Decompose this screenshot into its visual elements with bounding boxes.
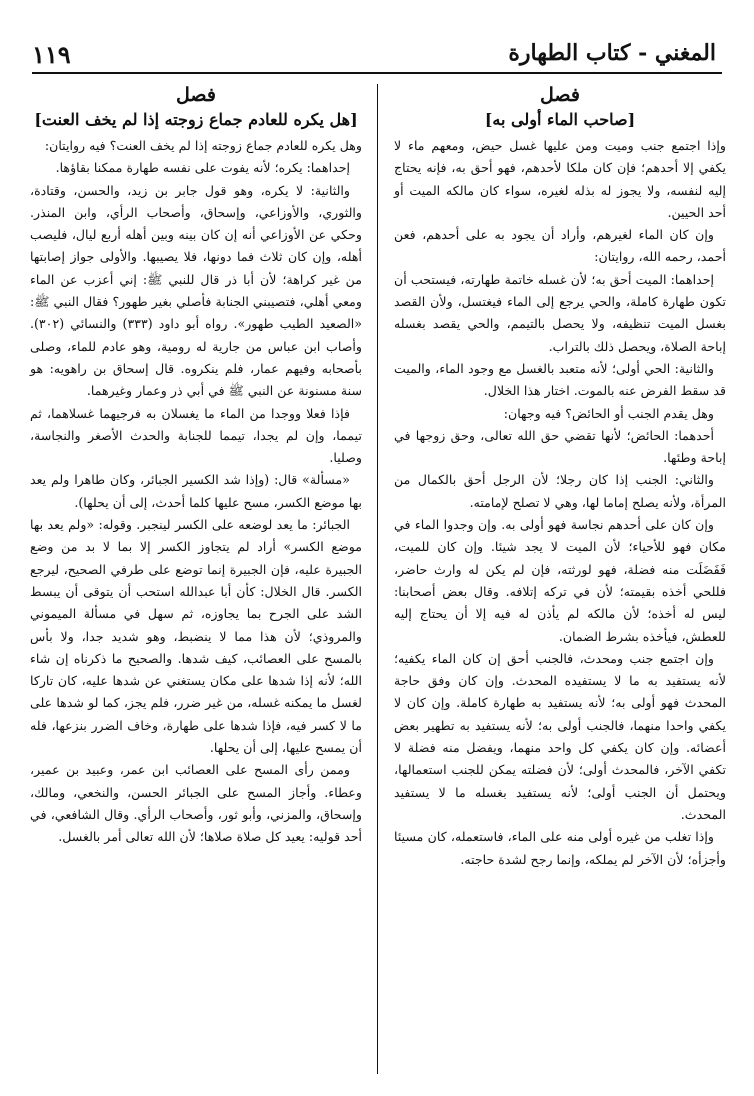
paragraph: والثانية: لا يكره، وهو قول جابر بن زيد، والحسن، وقتادة، والثوري، والأوزاعي، وإسحاق، وأصحاب الرأي، وابن المنذر. وحكي عن الأوزاعي أنه إن كان بينه وبين أهله أربع ليال، فليصب أهله، وإن كان ثلاث فما دونها، فلا يصيبها. والأولى جواز إصابتها من غير كراهة؛ لأن أبا ذر قال للنبي ﷺ: إني أعزب عن الماء ومعي أهلي، فتصيبني الجنابة فأصلي بغير طهور؟ فقال النبي ﷺ: «الصعيد الطيب طهور». رواه أبو داود (٣٣٣) والنسائي (٣٠٢). وأصاب ابن عباس من جارية له رومية، وهو عادم للماء، وصلى بأصحابه وفيهم عمار، فلم ينكروه. قال إسحاق بن راهويه: هو سنة مسنونة عن النبي ﷺ في أبي ذر وعمار وغيرهما. <box>30 182 363 399</box>
paragraph: وإذا تغلب من غيره أولى منه على الماء، فاستعمله، كان مسيئا وأجزأه؛ لأن الآخر لم يملكه، وإنما رجح لشدة حاجته. <box>394 829 726 867</box>
section-heading: فصل <box>176 84 216 106</box>
paragraph: وممن رأى المسح على العصائب ابن عمر، وعبيد بن عمير، وعطاء. وأجاز المسح على الجبائر الحسن، والنخعي، ومالك، وإسحاق، والمزني، وأبو ثور، وأصحاب الرأي. وقال الشافعي، في أحد قوليه: يعيد كل صلاة صلاها؛ لأن الله تعالى أمر بالغسل. <box>30 762 362 845</box>
paragraph: وإن كان الماء لغيرهم، وأراد أن يجود به على أحدهم، فعن أحمد، رحمه الله، روايتان: <box>394 227 726 265</box>
section-heading: فصل <box>540 84 580 106</box>
column-divider <box>377 84 378 1074</box>
paragraph: وإن اجتمع جنب ومحدث، فالجنب أحق إن كان الماء يكفيه؛ لأنه يستفيد به ما لا يستفيده المحدث. وإن كان وفق حاجة المحدث فهو أولى به؛ لأنه يستفيد به طهارة كاملة. وإن كان لا يكفي واحدا منهما، فالجنب أولى به؛ لأنه يستفيد به تطهير بعض أعضائه. وإن كان يكفي كل واحد منهما، ويفضل منه فضلة لا تكفي الآخر، فالمحدث أولى؛ لأن فضلته يمكن للجنب استعمالها، ويحتمل أن الجنب أولى؛ لأنه يستفيد بغسله ما لا يستفيد المحدث. <box>394 650 726 822</box>
section-title: [صاحب الماء أولى به] <box>484 110 636 129</box>
paragraph: وهل يكره للعادم جماع زوجته إذا لم يخف العنت؟ فيه روايتان: <box>44 138 362 153</box>
paragraph: إحداهما: الميت أحق به؛ لأن غسله خاتمة طهارته، فيستحب أن تكون طهارة كاملة، والحي يرجع إلى الماء فيغتسل، ولأن القصد بغسل الميت تنظيفه، ولا يحصل بالتيمم، والحي يقصد بغسله إباحة الصلاة، ويحصل ذلك بالتراب. <box>394 271 726 354</box>
page-number: ١١٩ <box>32 40 71 69</box>
header-rule <box>32 72 722 74</box>
paragraph: والثاني: الجنب إذا كان رجلا؛ لأن الرجل أحق بالكمال من المرأة، ولأنه يصلح إماما لها، وهي لا تصلح لإمامته. <box>394 472 726 510</box>
paragraph: وإذا اجتمع جنب وميت ومن عليها غسل حيض، ومعهم ماء لا يكفي إلا أحدهم؛ فإن كان ملكا لأحدهم، فهو أحق به، فإنه يحتاج إليه لنفسه، ولا يجوز له بذله لغيره، سواء كان مالكه الميت أو أحد الحيين. <box>394 138 726 220</box>
section-title: [هل يكره للعادم جماع زوجته إذا لم يخف العنت] <box>34 110 358 129</box>
right-column <box>394 84 726 871</box>
paragraph: إحداهما: يكره؛ لأنه يفوت على نفسه طهارة ممكنا بقاؤها. <box>55 160 350 176</box>
paragraph: فإذا فعلا ووجدا من الماء ما يغسلان به فرجيهما غسلاهما، ثم تيمما، وإن لم يجدا، تيمما للجنابة والحدث الأصغر والنجاسة، وصليا. <box>30 405 362 466</box>
running-head: المغني - كتاب الطهارة <box>508 40 716 66</box>
paragraph: الجبائر: ما يعد لوضعه على الكسر لينجبر. وقوله: «ولم يعد بها موضع الكسر» أراد لم يتجاوز الكسر إلا بما لا بد من وضع الجبيرة عليه، فإن الجبيرة إنما توضع على طرفي الصحيح، ليرجع الكسر. قال الخلال: كأن أبا عبدالله استحب أن يتوقى أن يبسط الشد على الجرح بما يجاوزه، ثم سهل في مسألة الميموني والمروذي؛ لأن هذا مما لا ينضبط، وهو شديد جدا، ولا بأس بالمسح على العصائب، كيف شدها. والصحيح ما ذكرناه إن شاء الله؛ لأنه إذا شدها على مكان يستغني عن شدها عليه، كان تاركا لغسل ما يمكنه غسله، من غير ضرر، فلم يجز، كما لو شدها على ما لا كسر فيه، فإذا شدها على طهارة، وخاف الضرر بنزعها، فله أن يمسح عليها، إلى أن يحلها. <box>30 517 362 756</box>
paragraph: وإن كان على أحدهم نجاسة فهو أولى به. وإن وجدوا الماء في مكان فهو للأحياء؛ لأن الميت لا يجد شيئا. وإن كان للميت، فَفَضَلَت منه فضلة، فهو لورثته، فإن لم يكن له وارث حاضر، فللحي أخذه بقيمته؛ لأن في تركه إتلافه. وقال بعض أصحابنا: ليس له أخذه؛ لأن مالكه لم يأذن له فيه إلا أن يحتاج إليه للعطش، فيأخذه بشرط الضمان. <box>394 517 726 644</box>
page-header <box>32 38 722 70</box>
paragraph: وهل يقدم الجنب أو الحائض؟ فيه وجهان: <box>503 405 714 421</box>
paragraph: «مسألة» قال: (وإذا شد الكسير الجبائر، وكان طاهرا ولم يعد بها موضع الكسر، مسح عليها كلما أحدث، إلى أن يحلها). <box>30 472 362 510</box>
paragraph: والثانية: الحي أولى؛ لأنه متعبد بالغسل مع وجود الماء، والميت قد سقط الفرض عنه بالموت. اختار هذا الخلال. <box>394 360 726 399</box>
paragraph: أحدهما: الحائض؛ لأنها تقضي حق الله تعالى، وحق زوجها في إباحة وطئها. <box>394 427 726 466</box>
left-column <box>30 84 362 849</box>
